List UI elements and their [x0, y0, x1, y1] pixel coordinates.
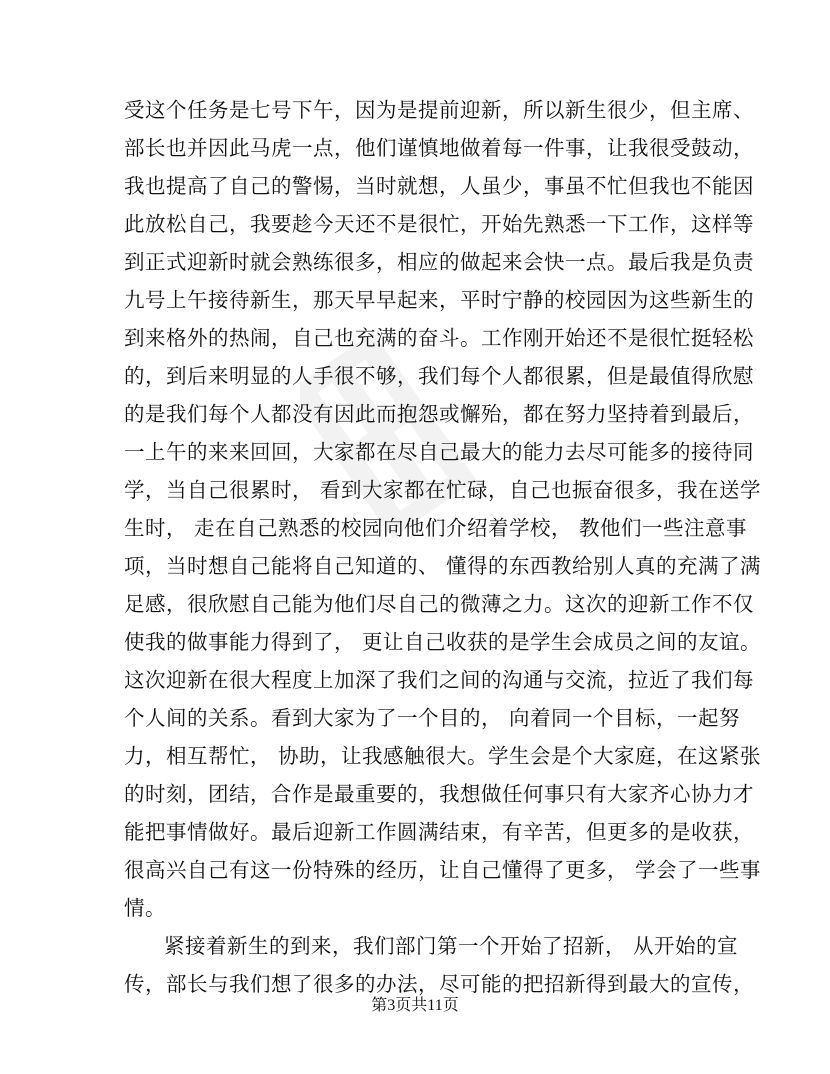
body-line: 我也提高了自己的警惕，当时就想，人虽少，事虽不忙但我也不能因 [124, 174, 754, 198]
body-line: 学，当自己很累时， 看到大家都在忙碌，自己也振奋很多，我在送学 [124, 478, 762, 502]
body-line: 这次迎新在很大程度上加深了我们之间的沟通与交流，拉近了我们每 [124, 668, 754, 692]
body-line: 传，部长与我们想了很多的办法，尽可能的把招新得到最大的宣传， [124, 972, 754, 996]
body-line: 情。 [124, 896, 166, 920]
body-line: 力，相互帮忙， 协助，让我感触很大。学生会是个大家庭，在这紧张 [124, 744, 762, 768]
body-line: 到正式迎新时就会熟练很多，相应的做起来会快一点。最后我是负责 [124, 250, 754, 274]
body-line: 到来格外的热闹，自己也充满的奋斗。工作刚开始还不是很忙挺轻松 [124, 326, 754, 350]
body-line: 个人间的关系。看到大家为了一个目的， 向着同一个目标，一起努 [124, 706, 741, 730]
body-line: 此放松自己，我要趁今天还不是很忙，开始先熟悉一下工作，这样等 [124, 212, 754, 236]
body-line: 生时， 走在自己熟悉的校园向他们介绍着学校， 教他们一些注意事 [124, 516, 748, 540]
body-line: 一上午的来来回回，大家都在尽自己最大的能力去尽可能多的接待同 [124, 440, 754, 464]
body-line: 部长也并因此马虎一点，他们谨慎地做着每一件事，让我很受鼓动， [124, 136, 754, 160]
body-line: 能把事情做好。最后迎新工作圆满结束，有辛苦，但更多的是收获， [124, 820, 754, 844]
body-line: 受这个任务是七号下午，因为是提前迎新，所以新生很少，但主席、 [124, 98, 754, 122]
body-line: 的，到后来明显的人手很不够，我们每个人都很累，但是最值得欣慰 [124, 364, 754, 388]
body-line: 足感，很欣慰自己能为他们尽自己的微薄之力。这次的迎新工作不仅 [124, 592, 754, 616]
body-line: 使我的做事能力得到了， 更让自己收获的是学生会成员之间的友谊。 [124, 630, 762, 654]
body-line: 的时刻，团结，合作是最重要的，我想做任何事只有大家齐心协力才 [124, 782, 754, 806]
body-line: 紧接着新生的到来，我们部门第一个开始了招新， 从开始的宣 [164, 934, 739, 958]
page-number: 第3页共11页 [371, 997, 459, 1014]
body-line: 的是我们每个人都没有因此而抱怨或懈殆，都在努力坚持着到最后， [124, 402, 754, 426]
body-line: 九号上午接待新生，那天早早起来，平时宁静的校园因为这些新生的 [124, 288, 754, 312]
body-line: 项，当时想自己能将自己知道的、 懂得的东西教给别人真的充满了满 [124, 554, 762, 578]
body-line: 很高兴自己有这一份特殊的经历，让自己懂得了更多， 学会了一些事 [124, 858, 762, 882]
